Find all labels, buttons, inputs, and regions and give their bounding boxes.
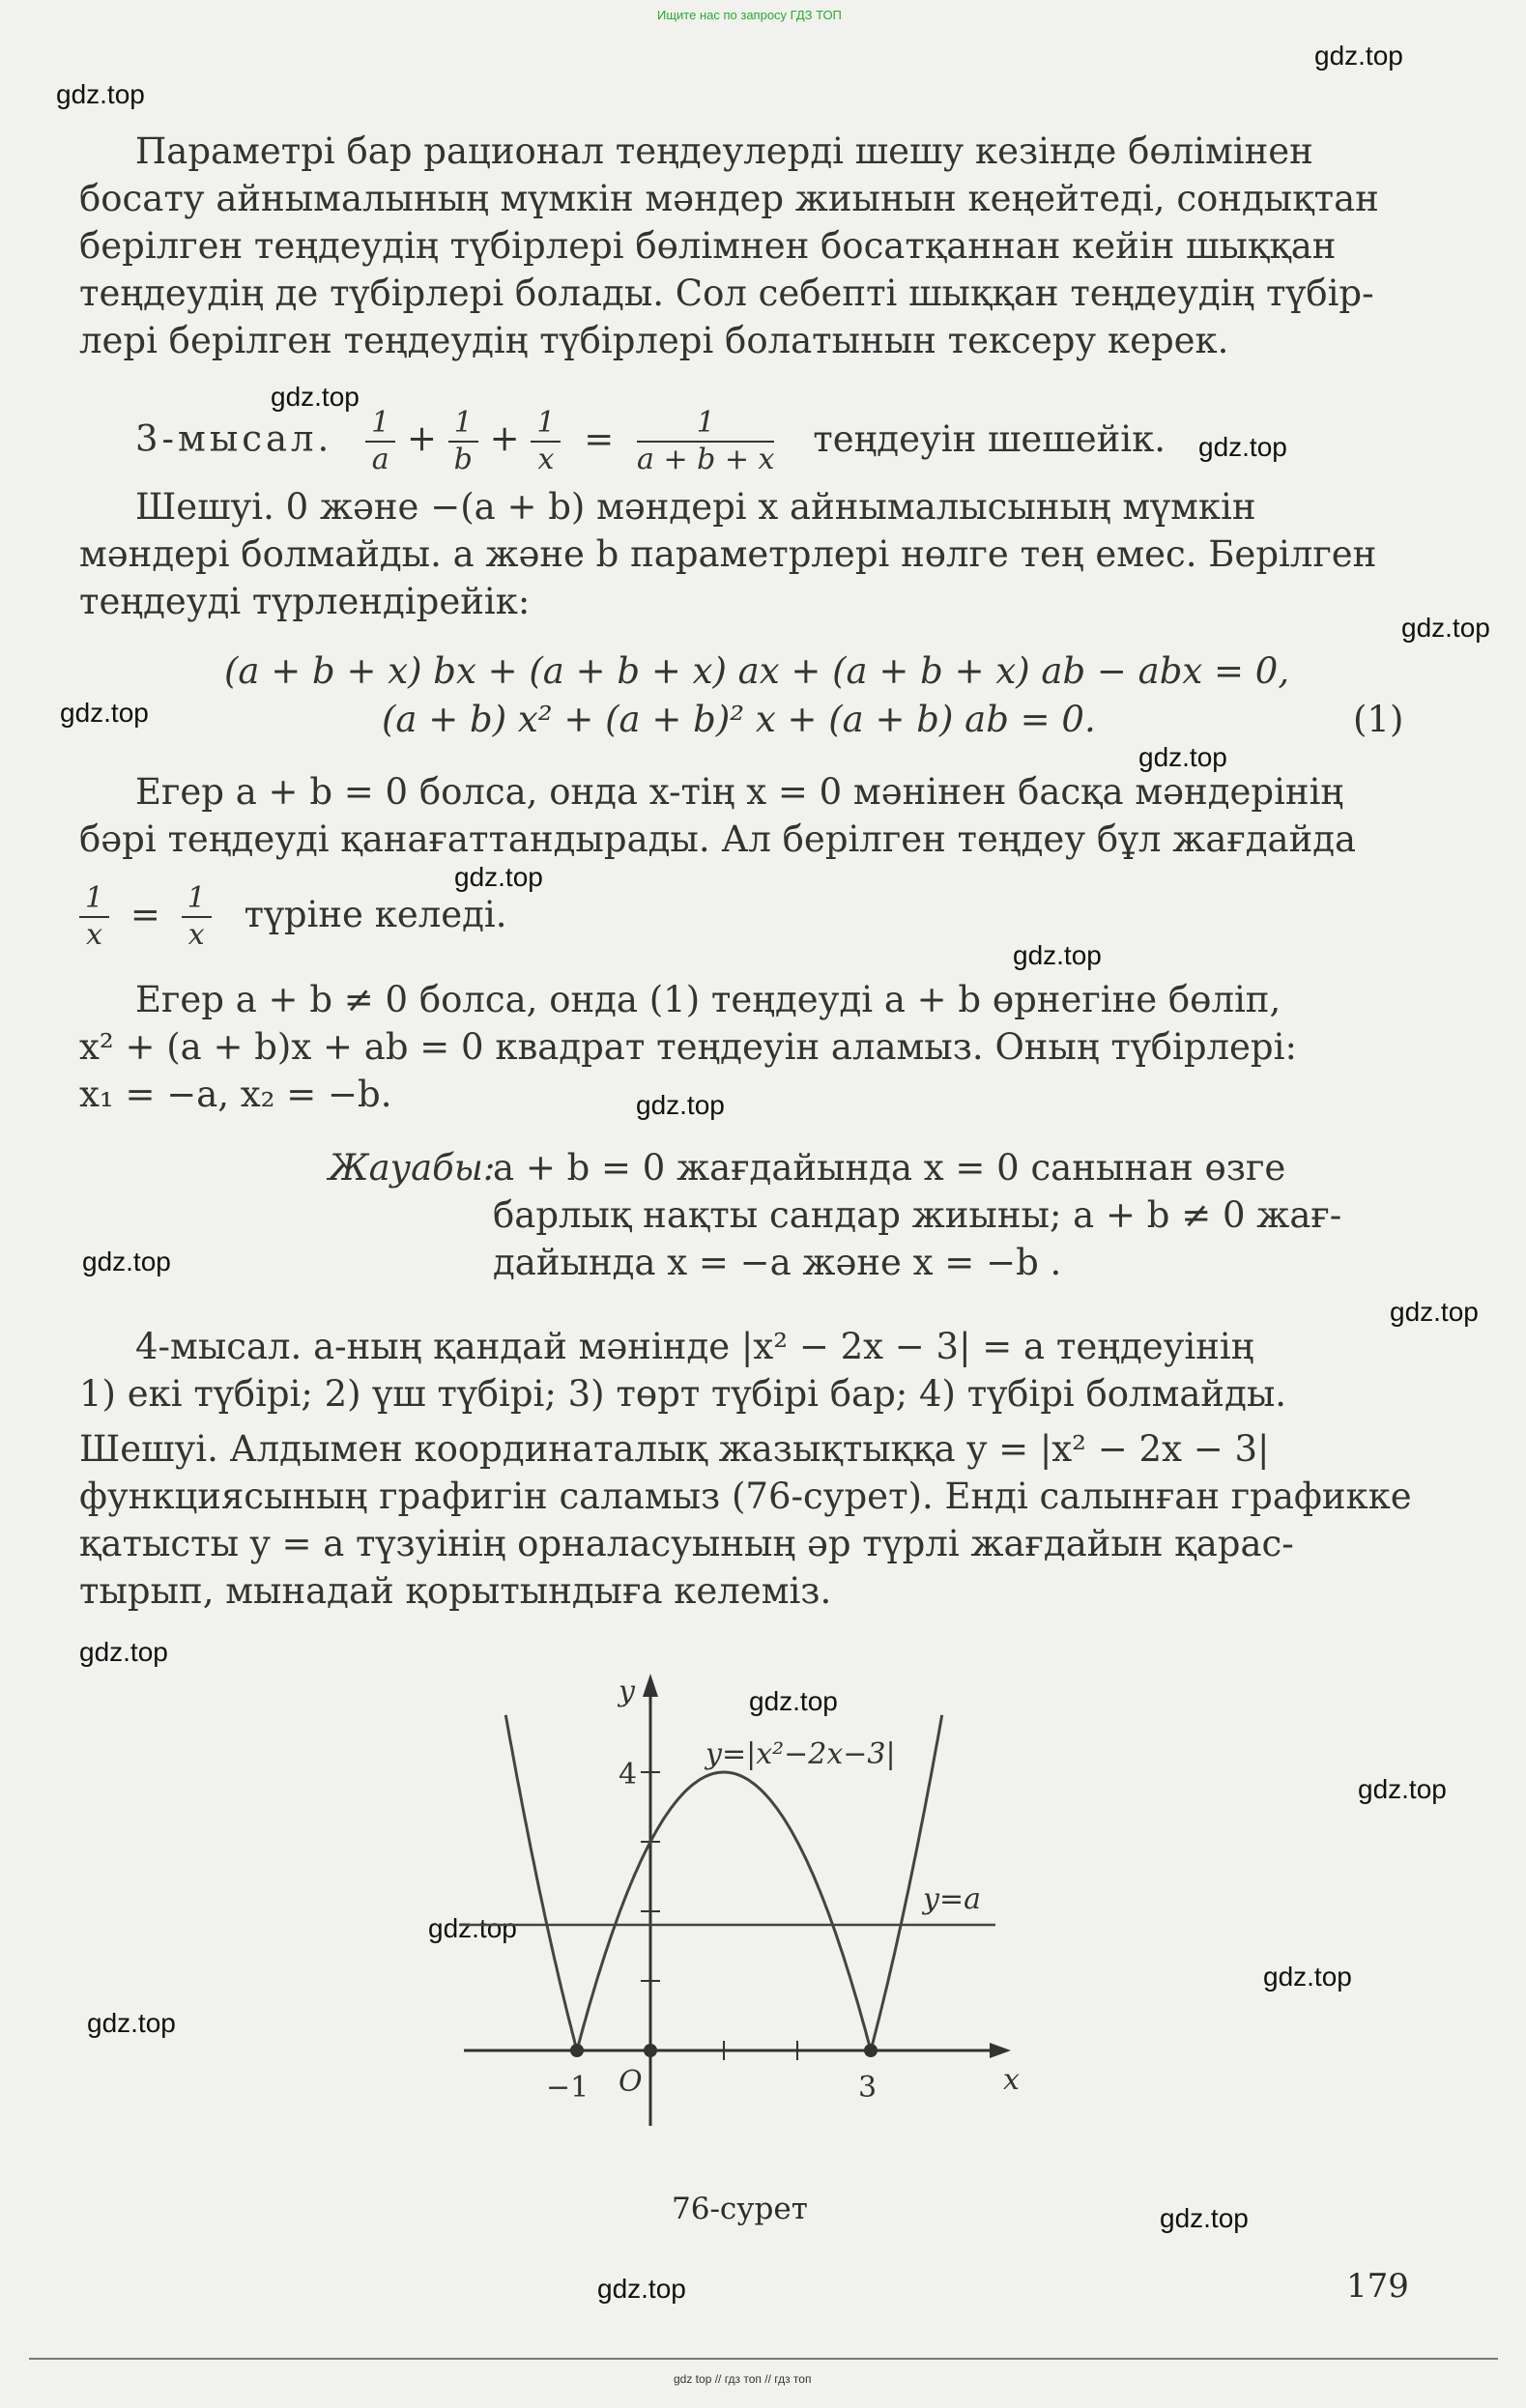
watermark: gdz.top [271, 382, 360, 412]
solution-line: Шешуі. Алдымен координаталық жазықтыққа y = |x² − 2x − 3| [79, 1428, 1270, 1470]
footer-text: gdz top // гдз топ // гдз топ [674, 2372, 812, 2386]
page-number: 179 [1346, 2267, 1409, 2306]
watermark: gdz.top [636, 1090, 725, 1120]
fraction: $\frac{1}{x}$ [182, 881, 212, 953]
solution-line: тырып, мынадай қорытындыға келеміз. [79, 1570, 832, 1612]
fraction: $\frac{1}{x}$ [79, 881, 109, 953]
equation-line: (a + b + x) bx + (a + b + x) ax + (a + b + x) ab − abx = 0, [224, 650, 1290, 692]
watermark: gdz.top [1198, 432, 1287, 462]
tick-label-3: 3 [858, 2071, 878, 2105]
case-line: Егер a + b = 0 болса, онда x-тің x = 0 мәнінен басқа мәндерінің [135, 771, 1344, 813]
watermark: gdz.top [1013, 940, 1102, 970]
solution-line: мәндері болмайды. a және b параметрлері нөлге тең емес. Берілген [79, 533, 1377, 575]
figure-caption: 76-сурет [672, 2192, 808, 2226]
example-label: 3-мысал. [135, 417, 333, 460]
solution-line: Шешуі. 0 және −(a + b) мәндері x айнымалысының мүмкін [135, 486, 1256, 528]
watermark: gdz.top [1401, 613, 1490, 643]
intro-line: теңдеудің де түбірлері болады. Сол себепті шыққан теңдеудің түбір- [79, 272, 1374, 314]
fraction: $\frac{1}{a + b + x}$ [637, 406, 775, 476]
equals-sign: = [584, 417, 615, 460]
answer-line: a + b = 0 жағдайында x = 0 санынан өзге [493, 1147, 1286, 1189]
watermark: gdz.top [749, 1686, 838, 1716]
solution-line: қатысты y = a түзуінің орналасуының әр түрлі жағдайын қарас- [79, 1523, 1294, 1564]
equation-line: (a + b) x² + (a + b)² x + (a + b) ab = 0. [382, 699, 1096, 740]
case-line: x² + (a + b)x + ab = 0 квадрат теңдеуін аламыз. Оның түбірлері: [79, 1026, 1297, 1068]
watermark: gdz.top [1390, 1297, 1479, 1327]
fraction: $\frac{1}{a}$ [365, 406, 395, 477]
root-point [864, 2044, 878, 2057]
y-axis-label: y [619, 1675, 635, 1708]
answer-line: барлық нақты сандар жиыны; a + b ≠ 0 жағ- [493, 1194, 1342, 1236]
y-axis-arrow [643, 1674, 658, 1697]
intro-line: лері берілген теңдеудің түбірлері болатынын тексеру керек. [79, 320, 1229, 361]
answer-line: дайында x = −a және x = −b . [493, 1242, 1062, 1283]
origin-point [644, 2044, 657, 2057]
case-line: x₁ = −a, x₂ = −b. [79, 1074, 392, 1115]
case-line: бәрі теңдеуді қанағаттандырады. Ал берілген теңдеу бұл жағдайда [79, 818, 1357, 860]
fraction: $\frac{1}{x}$ [531, 406, 561, 477]
watermark: gdz.top [1160, 2203, 1249, 2233]
plus-sign: + [489, 417, 520, 460]
watermark: gdz.top [454, 862, 543, 892]
tick-label-origin: O [619, 2065, 643, 2099]
watermark: gdz.top [1138, 742, 1227, 772]
fraction: $\frac{1}{b}$ [448, 406, 478, 477]
x-axis-label: x [1003, 2063, 1020, 2097]
watermark: gdz.top [79, 1637, 168, 1667]
intro-line: берілген теңдеудің түбірлері бөлімнен босатқаннан кейін шыққан [79, 225, 1337, 267]
tick-label-minus-1: −1 [546, 2071, 590, 2105]
watermark: gdz.top [597, 2274, 686, 2304]
solution-line: теңдеуді түрлендірейік: [79, 581, 531, 622]
equation-number: (1) [1353, 699, 1404, 740]
line-label: y=a [923, 1882, 981, 1916]
watermark: gdz.top [56, 79, 145, 109]
plus-sign: + [406, 417, 437, 460]
watermark: gdz.top [1263, 1962, 1352, 1992]
curve-label: y=|x²−2x−3| [705, 1737, 896, 1771]
watermark: gdz.top [82, 1247, 171, 1276]
root-point [570, 2044, 584, 2057]
intro-line: босату айнымалының мүмкін мәндер жиынын кеңейтеді, сондықтан [79, 178, 1379, 219]
answer-label: Жауабы: [329, 1147, 496, 1189]
footer-divider [29, 2358, 1498, 2360]
example-text: теңдеуін шешейік. [813, 417, 1166, 460]
watermark: gdz.top [60, 698, 149, 728]
watermark: gdz.top [87, 2008, 176, 2038]
equals-sign: = [130, 893, 160, 935]
x-axis-arrow [990, 2043, 1011, 2058]
tick-label-4: 4 [619, 1758, 638, 1792]
example-4-line: 1) екі түбірі; 2) үш түбірі; 3) төрт түбірі бар; 4) түбірі болмайды. [79, 1373, 1287, 1415]
watermark: gdz.top [428, 1913, 517, 1943]
intro-line: Параметрі бар рационал теңдеулерді шешу кезінде бөлімінен [135, 130, 1313, 172]
case-line: Егер a + b ≠ 0 болса, онда (1) теңдеуді a + b өрнегіне бөліп, [135, 979, 1281, 1020]
solution-line: функциясының графигін саламыз (76-сурет). Енді салынған графикке [79, 1476, 1412, 1517]
watermark: gdz.top [1358, 1774, 1447, 1804]
watermark: gdz.top [1314, 41, 1403, 71]
example-4-line: 4-мысал. a-ның қандай мәнінде |x² − 2x − 3| = a теңдеуінің [135, 1326, 1254, 1367]
case-text: түріне келеді. [244, 893, 507, 935]
top-banner: Ищите нас по запросу ГДЗ ТОП [657, 8, 842, 22]
